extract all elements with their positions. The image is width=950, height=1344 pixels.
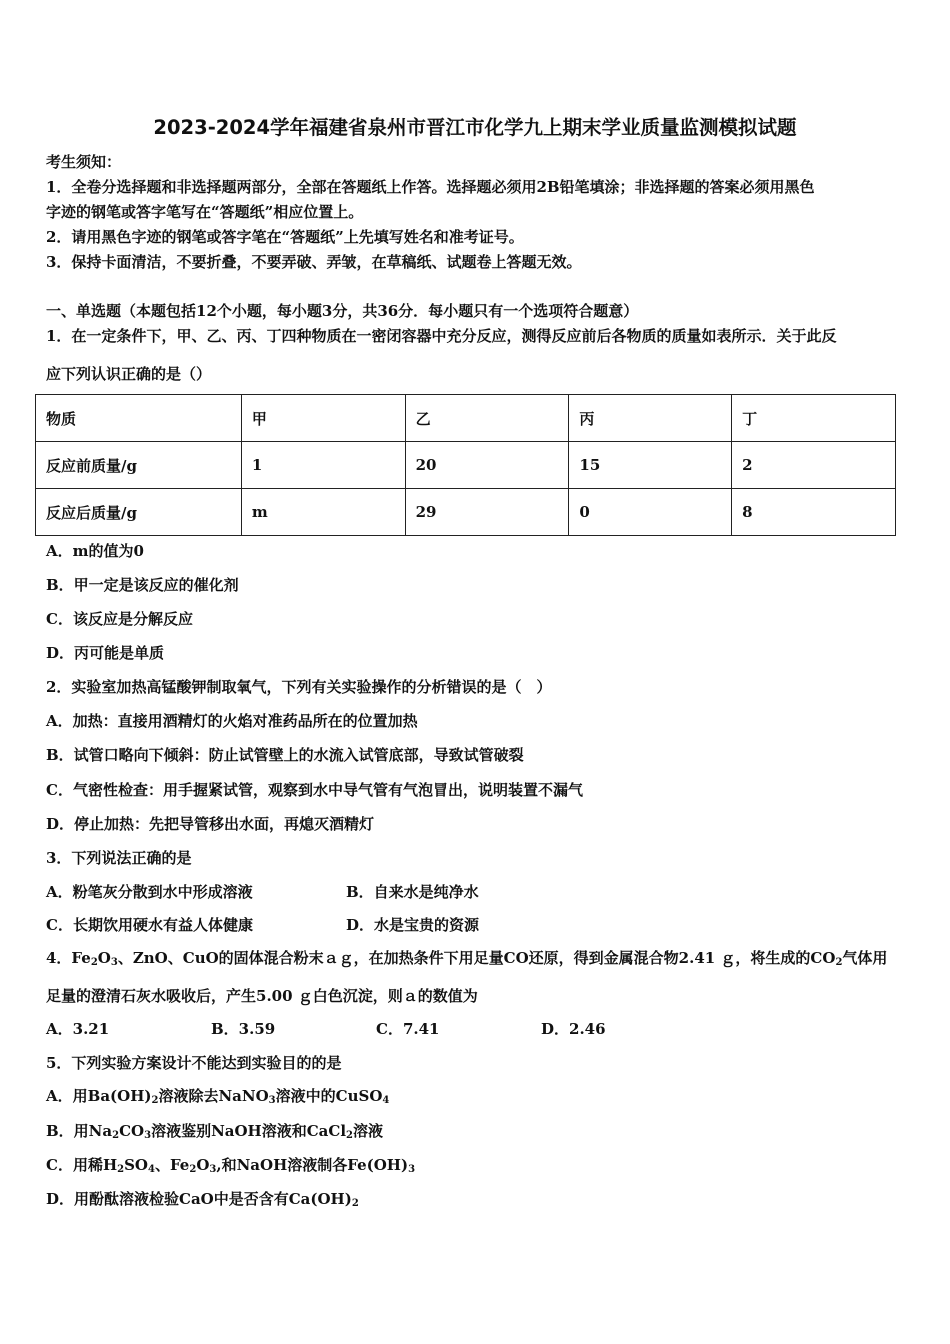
q5-option-a — [46, 1086, 389, 1106]
table-cell: 8 — [732, 489, 896, 536]
q1-stem-line2: 应下列认识正确的是（） — [46, 365, 212, 383]
q5-stem: 5．下列实验方案设计不能达到实验目的的是 — [46, 1054, 342, 1072]
q5-text: A．用Ba(OH) — [46, 1087, 152, 1105]
q3-option-a: A．粉笔灰分散到水中形成溶液 — [46, 883, 253, 901]
q4-option-b: B．3.59 — [211, 1020, 276, 1038]
q5-text: B．用Na — [46, 1122, 113, 1140]
notice-item-3: 3．保持卡面清洁，不要折叠，不要弄破、弄皱，在草稿纸、试题卷上答题无效。 — [46, 253, 582, 271]
subscript: 3 — [268, 1095, 276, 1106]
subscript: 2 — [189, 1164, 197, 1175]
page-title: 2023-2024学年福建省泉州市晋江市化学九上期末学业质量监测模拟试题 — [153, 116, 797, 139]
q5-text: 溶液除去NaNO — [158, 1087, 269, 1105]
q5-text: O — [196, 1156, 210, 1174]
q5-text: 、Fe — [154, 1156, 190, 1174]
q4-option-a: A．3.21 — [46, 1020, 110, 1038]
q5-text: 溶液鉴别NaOH溶液和CaCl — [151, 1122, 347, 1140]
q4-option-c: C．7.41 — [376, 1020, 440, 1038]
table-cell: 反应前质量/g — [36, 442, 242, 489]
table-header-cell: 丙 — [569, 395, 732, 442]
q2-option-a: A．加热：直接用酒精灯的火焰对准药品所在的位置加热 — [46, 712, 418, 730]
subscript: 2 — [117, 1164, 125, 1175]
table-header-cell: 乙 — [405, 395, 569, 442]
notice-item-2: 2．请用黑色字迹的钢笔或答字笔在“答题纸”上先填写姓名和准考证号。 — [46, 228, 524, 246]
table-row — [36, 489, 896, 536]
subscript: 2 — [835, 957, 843, 968]
table-header-cell: 甲 — [241, 395, 405, 442]
q4-stem-line1 — [46, 948, 887, 968]
q5-option-c — [46, 1155, 415, 1175]
q2-option-c: C．气密性检查：用手握紧试管，观察到水中导气管有气泡冒出，说明装置不漏气 — [46, 781, 583, 799]
subscript: 2 — [151, 1095, 159, 1106]
section-heading: 一、单选题（本题包括12个小题，每小题3分，共36分．每小题只有一个选项符合题意） — [46, 302, 639, 320]
q4-text: 、ZnO、CuO的固体混合粉末ａｇ，在加热条件下用足量CO还原，得到金属混合物2.41 ｇ，将生成的CO — [117, 949, 836, 967]
subscript: 2 — [112, 1130, 120, 1141]
subscript: 4 — [382, 1095, 390, 1106]
q5-text: SO — [124, 1156, 148, 1174]
q5-text: D．用酚酞溶液检验CaO中是否含有Ca(OH) — [46, 1190, 352, 1208]
q3-option-d: D．水是宝贵的资源 — [346, 916, 480, 934]
notice-item-1: 1．全卷分选择题和非选择题两部分，全部在答题纸上作答。选择题必须用2B铅笔填涂；非选择题的答案必须用黑色 — [46, 178, 815, 196]
subscript: 4 — [148, 1164, 155, 1175]
table-cell: 2 — [732, 442, 896, 489]
q1-option-a: A．m的值为0 — [46, 542, 144, 560]
table-header-cell: 物质 — [36, 395, 242, 442]
subscript: 2 — [351, 1198, 359, 1209]
table-cell: m — [241, 489, 405, 536]
q3-stem: 3．下列说法正确的是 — [46, 849, 192, 867]
table-cell: 20 — [405, 442, 569, 489]
q2-option-d: D．停止加热：先把导管移出水面，再熄灭酒精灯 — [46, 815, 375, 833]
q5-option-d — [46, 1189, 359, 1209]
q3-option-b: B．自来水是纯净水 — [346, 883, 479, 901]
table-row — [36, 395, 896, 442]
q5-text: ,和NaOH溶液制各Fe(OH) — [216, 1156, 409, 1174]
notice-heading: 考生须知： — [46, 153, 122, 171]
subscript: 2 — [90, 957, 98, 968]
q1-mass-table — [35, 394, 896, 536]
subscript: 3 — [209, 1164, 217, 1175]
table-row — [36, 442, 896, 489]
q5-text: 溶液中的CuSO — [275, 1087, 383, 1105]
q4-text: 4．Fe — [46, 949, 91, 967]
q4-stem-line2: 足量的澄清石灰水吸收后，产生5.00 ｇ白色沉淀，则ａ的数值为 — [46, 987, 478, 1005]
q5-text: CO — [119, 1122, 145, 1140]
subscript: 3 — [144, 1130, 152, 1141]
table-cell: 15 — [569, 442, 732, 489]
notice-item-1-cont: 字迹的钢笔或答字笔写在“答题纸”相应位置上。 — [46, 203, 364, 221]
q5-option-b — [46, 1121, 383, 1141]
table-cell: 29 — [405, 489, 569, 536]
q4-option-d: D．2.46 — [541, 1020, 606, 1038]
table-header-cell: 丁 — [732, 395, 896, 442]
subscript: 3 — [408, 1164, 416, 1175]
q3-option-c: C．长期饮用硬水有益人体健康 — [46, 916, 253, 934]
q2-option-b: B．试管口略向下倾斜：防止试管壁上的水流入试管底部，导致试管破裂 — [46, 746, 524, 764]
table-cell: 1 — [241, 442, 405, 489]
q1-option-c: C．该反应是分解反应 — [46, 610, 193, 628]
q2-stem: 2．实验室加热高锰酸钾制取氧气，下列有关实验操作的分析错误的是（ ） — [46, 678, 552, 696]
q1-stem-line1: 1．在一定条件下，甲、乙、丙、丁四种物质在一密闭容器中充分反应，测得反应前后各物质的质量如表所示．关于此反 — [46, 327, 837, 345]
q4-text: 气体用 — [842, 949, 888, 967]
q5-text: C．用稀H — [46, 1156, 118, 1174]
q1-option-b: B．甲一定是该反应的催化剂 — [46, 576, 239, 594]
q1-option-d: D．丙可能是单质 — [46, 644, 165, 662]
table-cell: 0 — [569, 489, 732, 536]
q5-text: 溶液 — [353, 1122, 384, 1140]
q4-text: O — [97, 949, 111, 967]
subscript: 3 — [110, 957, 118, 968]
subscript: 2 — [346, 1130, 353, 1141]
table-cell: 反应后质量/g — [36, 489, 242, 536]
